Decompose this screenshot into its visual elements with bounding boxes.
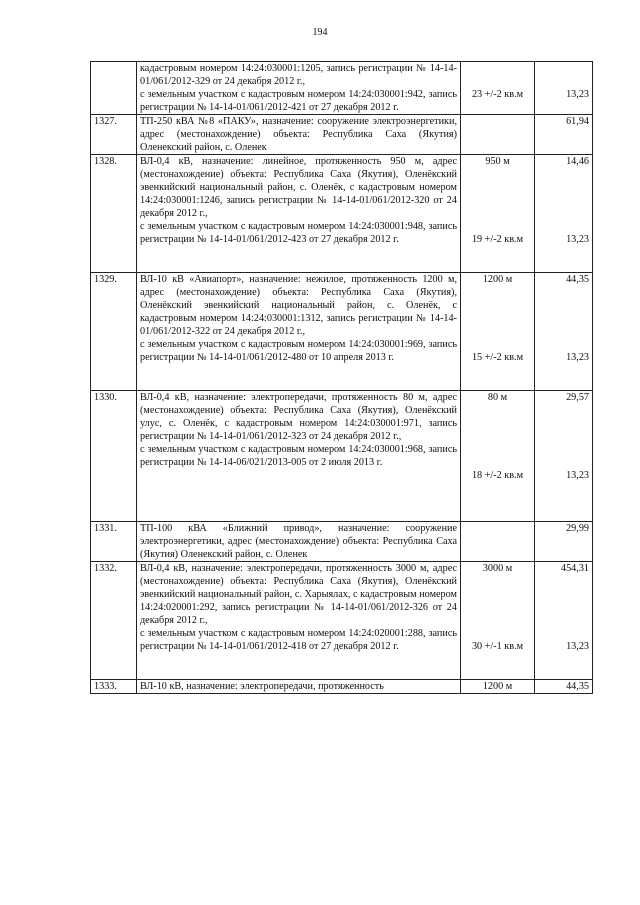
value-line: 44,35 [566,681,589,692]
property-registry-table [90,61,593,694]
extent-line [464,456,531,469]
extent-line [464,495,531,508]
description-paragraph: ВЛ-0,4 кВ, назначение: электропередачи, протяженность 80 м, адрес (местонахождение) объекта: Республика Саха (Якутия), Оленёкский улус, с. Оленёк, с кадастровым номером 14:24:030001:971, запись регистрации № 14-14-01/061/2012-323 от 24 декабря 2012 г., [140,392,457,442]
extent-line [464,115,531,128]
extent-or-area [461,115,535,155]
extent-or-area [461,562,535,680]
value-line [538,220,589,233]
extent-line [464,299,531,312]
extent-line [464,614,531,627]
blank-line [140,469,457,482]
description-paragraph: с земельным участком с кадастровым номером 14:24:020001:288, запись регистрации № 14-14-01/061/2012-418 от 27 декабря 2012 г. [140,628,457,652]
description-paragraph: с земельным участком с кадастровым номером 14:24:030001:969, запись регистрации № 14-14-01/061/2012-480 от 10 апреля 2013 г. [140,339,457,363]
description-paragraph: с земельным участком с кадастровым номером 14:24:030001:942, запись регистрации № 14-14-01/061/2012-421 от 27 декабря 2012 г. [140,89,457,113]
value-line: 44,35 [566,274,589,285]
value-amount [535,680,593,694]
extent-line [464,417,531,430]
value-line [538,404,589,417]
value-amount [535,562,593,680]
extent-line [464,588,531,601]
extent-line: 1200 м [482,681,513,692]
row-number: 1328. [91,155,137,273]
extent-line [464,404,531,417]
value-line [538,181,589,194]
table-row [91,522,593,562]
value-line [538,508,589,521]
value-line [538,575,589,588]
extent-line: 18 +/-2 кв.м [471,470,524,481]
value-line: 13,23 [566,470,589,481]
value-line [538,259,589,272]
value-line [538,430,589,443]
value-line: 454,31 [560,563,589,574]
description-paragraph: ВЛ-0,4 кВ, назначение: электропередачи, протяженность 3000 м, адрес (местонахождение) объекта: Республика Саха (Якутия), Оленёкский эвенкийский национальный район, с. Харыялах, с кадастровым номером 14:24:020001:292, запись регистрации № 14-14-01/061/2012-326 от 24 декабря 2012 г., [140,563,457,626]
value-line [538,325,589,338]
extent-line [464,627,531,640]
value-line [538,495,589,508]
table-row [91,62,593,115]
value-line [538,62,589,75]
value-line [538,614,589,627]
extent-line [464,522,531,535]
object-description [137,522,461,562]
value-line [538,75,589,88]
extent-line [464,168,531,181]
extent-line [464,653,531,666]
table-row [91,273,593,391]
object-description [137,680,461,694]
description-paragraph: ВЛ-0,4 кВ, назначение: линейное, протяженность 950 м, адрес (местонахождение) объекта: Республика Саха (Якутия), Оленёкский эвенкийский национальный район, с. Оленёк, с кадастровым номером 14:24:030001:1246, запись регистрации № 14-14-01/061/2012-320 от 24 декабря 2012 г., [140,156,457,219]
extent-line [464,377,531,390]
value-line [538,338,589,351]
extent-line [464,246,531,259]
value-line [538,299,589,312]
extent-line [464,575,531,588]
description-paragraph: с земельным участком с кадастровым номером 14:24:030001:948, запись регистрации № 14-14-01/061/2012-423 от 27 декабря 2012 г. [140,221,457,245]
extent-line [464,259,531,272]
row-number: 1329. [91,273,137,391]
extent-line [464,338,531,351]
table-row [91,115,593,155]
table-row [91,680,593,694]
value-line [538,601,589,614]
value-line: 29,99 [566,523,589,534]
value-line: 14,46 [566,156,589,167]
extent-line [464,101,531,114]
object-description [137,62,461,115]
value-line [538,101,589,114]
object-description [137,562,461,680]
extent-line: 1200 м [482,274,513,285]
extent-or-area [461,522,535,562]
row-number: 1331. [91,522,137,562]
extent-line [464,601,531,614]
value-line: 61,94 [566,116,589,127]
extent-or-area [461,273,535,391]
extent-or-area [461,155,535,273]
extent-line: 3000 м [482,563,513,574]
value-line [538,666,589,679]
extent-line [464,75,531,88]
extent-or-area [461,62,535,115]
object-description [137,273,461,391]
extent-line: 30 +/-1 кв.м [471,641,524,652]
object-description [137,391,461,522]
extent-line [464,181,531,194]
value-line [538,194,589,207]
extent-line [464,666,531,679]
description-paragraph: ВЛ-10 кВ «Авиапорт», назначение: нежилое, протяженность 1200 м, адрес (местонахождение) объекта: Республика Саха (Якутия), Оленёкский эвенкийский национальный район, с. Оленёк, с кадастровым номером 14:24:030001:1312, запись регистрации № 14-14-01/061/2012-322 от 24 декабря 2012 г., [140,274,457,337]
value-line: 13,23 [566,89,589,100]
extent-line [464,207,531,220]
extent-line [464,220,531,233]
value-line: 29,57 [566,392,589,403]
extent-line [464,364,531,377]
object-description [137,115,461,155]
description-paragraph: с земельным участком с кадастровым номером 14:24:030001:968, запись регистрации № 14-14-06/021/2013-005 от 2 июля 2013 г. [140,444,457,468]
row-number: 1333. [91,680,137,694]
extent-line [464,286,531,299]
value-line [538,443,589,456]
extent-line [464,508,531,521]
value-line [538,653,589,666]
table-row [91,562,593,680]
extent-or-area [461,680,535,694]
value-line [538,588,589,601]
description-paragraph: ВЛ-10 кВ, назначение: электропередачи, протяженность [140,681,384,692]
extent-line: 15 +/-2 кв.м [471,352,524,363]
value-line [538,246,589,259]
description-paragraph: кадастровым номером 14:24:030001:1205, запись регистрации № 14-14-01/061/2012-329 от 24 декабря 2012 г., [140,63,457,87]
table-row [91,391,593,522]
row-number: 1332. [91,562,137,680]
value-amount [535,273,593,391]
extent-line [464,482,531,495]
value-line [538,312,589,325]
value-line [538,377,589,390]
value-amount [535,115,593,155]
extent-line: 80 м [487,392,508,403]
row-number: 1327. [91,115,137,155]
value-line: 13,23 [566,641,589,652]
value-amount [535,62,593,115]
value-line: 13,23 [566,352,589,363]
extent-line [464,312,531,325]
object-description [137,155,461,273]
description-paragraph: ТП-250 кВА №8 «ПАКУ», назначение: сооружение электроэнергетики, адрес (местонахождение) объекта: Республика Саха (Якутия) Оленекский район, с. Оленек [140,116,457,153]
extent-line [464,430,531,443]
extent-line: 19 +/-2 кв.м [471,234,524,245]
row-number [91,62,137,115]
value-line: 13,23 [566,234,589,245]
value-amount [535,522,593,562]
value-line [538,364,589,377]
value-line [538,168,589,181]
value-line [538,207,589,220]
value-amount [535,155,593,273]
value-line [538,627,589,640]
description-paragraph: ТП-100 кВА «Ближний привод», назначение: сооружение электроэнергетики, адрес (местонахождение) объекта: Республика Саха (Якутия) Оленекский район, с. Оленек [140,523,457,560]
value-line [538,456,589,469]
table-row [91,155,593,273]
extent-line [464,443,531,456]
value-line [538,417,589,430]
extent-line: 23 +/-2 кв.м [471,89,524,100]
page-number: 194 [312,27,328,38]
extent-or-area [461,391,535,522]
value-amount [535,391,593,522]
extent-line [464,62,531,75]
value-line [538,482,589,495]
value-line [538,286,589,299]
extent-line [464,325,531,338]
extent-line [464,194,531,207]
extent-line: 950 м [485,156,510,167]
row-number: 1330. [91,391,137,522]
